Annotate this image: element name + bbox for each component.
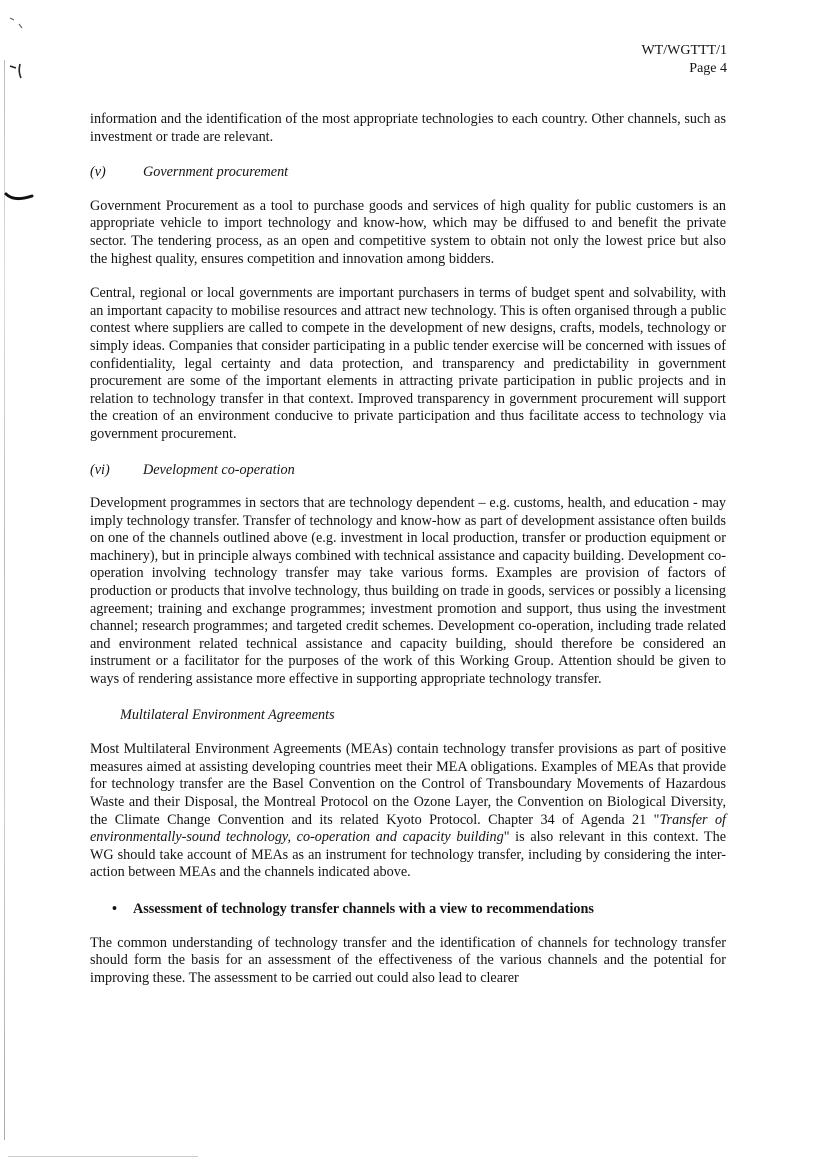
section-heading-mea: Multilateral Environment Agreements [120, 706, 335, 723]
page-header [641, 42, 727, 78]
page-number: Page 4 [689, 61, 727, 76]
section-heading-v [90, 164, 726, 182]
scan-artifact-icon [8, 14, 28, 84]
scan-edge-line [4, 60, 5, 1140]
paragraph-procurement-intro: Government Procurement as a tool to purchase goods and services of high quality for public customers is an appropriate vehicle to import technology and know-how, which may be diffused to and benefit the private sector. The tendering process, as an open and competitive system to obtain not only the lowest price but also the highest quality, ensures competition and innovation among bidders. [90, 197, 726, 267]
bullet-icon: • [112, 900, 117, 917]
paragraph-procurement-detail: Central, regional or local governments are important purchasers in terms of budget spent and solvability, with an important capacity to mobilise resources and attract new technology. This is often organised through a public contest where suppliers are called to compete in the development of new designs, crafts, models, technology or simply ideas. Companies that consider participating in a public tender exercise will be concerned with issues of confidentiality, legal certainty and data protection, and transparency and predictability in government procurement are some of the important elements in attracting private participation in public projects and in relation to technology transfer in that context. Improved transparency in government procurement will support the creation of an environment conducive to private participation and thus facilitate access to technology via government procurement. [90, 285, 726, 442]
paragraph-development-cooperation: Development programmes in sectors that are technology dependent – e.g. customs, health, and education - may imply technology transfer. Transfer of technology and know-how as part of development assistance often builds on one of the channels outlined above (e.g. investment in local production, transfer or production equipment or machinery), but in principle always combined with technical assistance and capacity building. Development co-operation involving technology transfer may take various forms. Examples are provision of factors of production or products that involve technology, thus building on trade in goods, services or possibly a licensing agreement; training and exchange programmes; investment promotion and support, thus using the investment channel; research programmes; and targeted credit schemes. Development co-operation, including trade related and environment related technical assistance and capacity building, should therefore be considered an instrument or a facilitator for the purposes of the work of this Working Group. Attention should be given to ways of rendering assistance more effective in supporting appropriate technology transfer. [90, 495, 726, 688]
document-body [90, 111, 726, 987]
paragraph-assessment: The common understanding of technology transfer and the identification of channels for technology transfer should form the basis for an assessment of the effectiveness of the various channels and the potential for improving these. The assessment to be carried out could also lead to clearer [90, 934, 726, 986]
section-number: (vi) [90, 461, 110, 478]
paragraph-mea: Most Multilateral Environment Agreements (MEAs) contain technology transfer provisions as part of positive measures aimed at assisting developing countries meet their MEA obligations. Examples of MEAs that provide for technology transfer are the Basel Convention on the Control of Transboundary Movements of Hazardous Waste and their Disposal, the Montreal Protocol on the Ozone Layer, the Convention on Biological Diversity, the Climate Change Convention and its related Kyoto Protocol. Chapter 34 of Agenda 21 "Transfer of environmentally-sound technology, co-operation and capacity building" is also relevant in this context. The WG should take account of MEAs as an instrument for technology transfer, including by considering the inter-action between MEAs and the channels indicated above. [90, 741, 726, 881]
scan-smudge-icon [4, 190, 34, 204]
bullet-heading-assessment [112, 901, 726, 919]
section-heading-vi [90, 462, 726, 480]
section-number: (v) [90, 164, 106, 181]
agenda-21-chapter-title: Transfer of environmentally-sound technology, co-operation and capacity building [90, 811, 726, 846]
bullet-heading-text: Assessment of technology transfer channels with a view to recommendations [133, 900, 594, 917]
scan-bottom-line [8, 1156, 198, 1157]
document-symbol: WT/WGTTT/1 [641, 43, 727, 58]
paragraph-continuation: information and the identification of the most appropriate technologies to each country. Other channels, such as investment or trade are relevant. [90, 111, 726, 145]
section-title: Development co-operation [143, 461, 295, 478]
section-title: Government procurement [143, 164, 289, 181]
